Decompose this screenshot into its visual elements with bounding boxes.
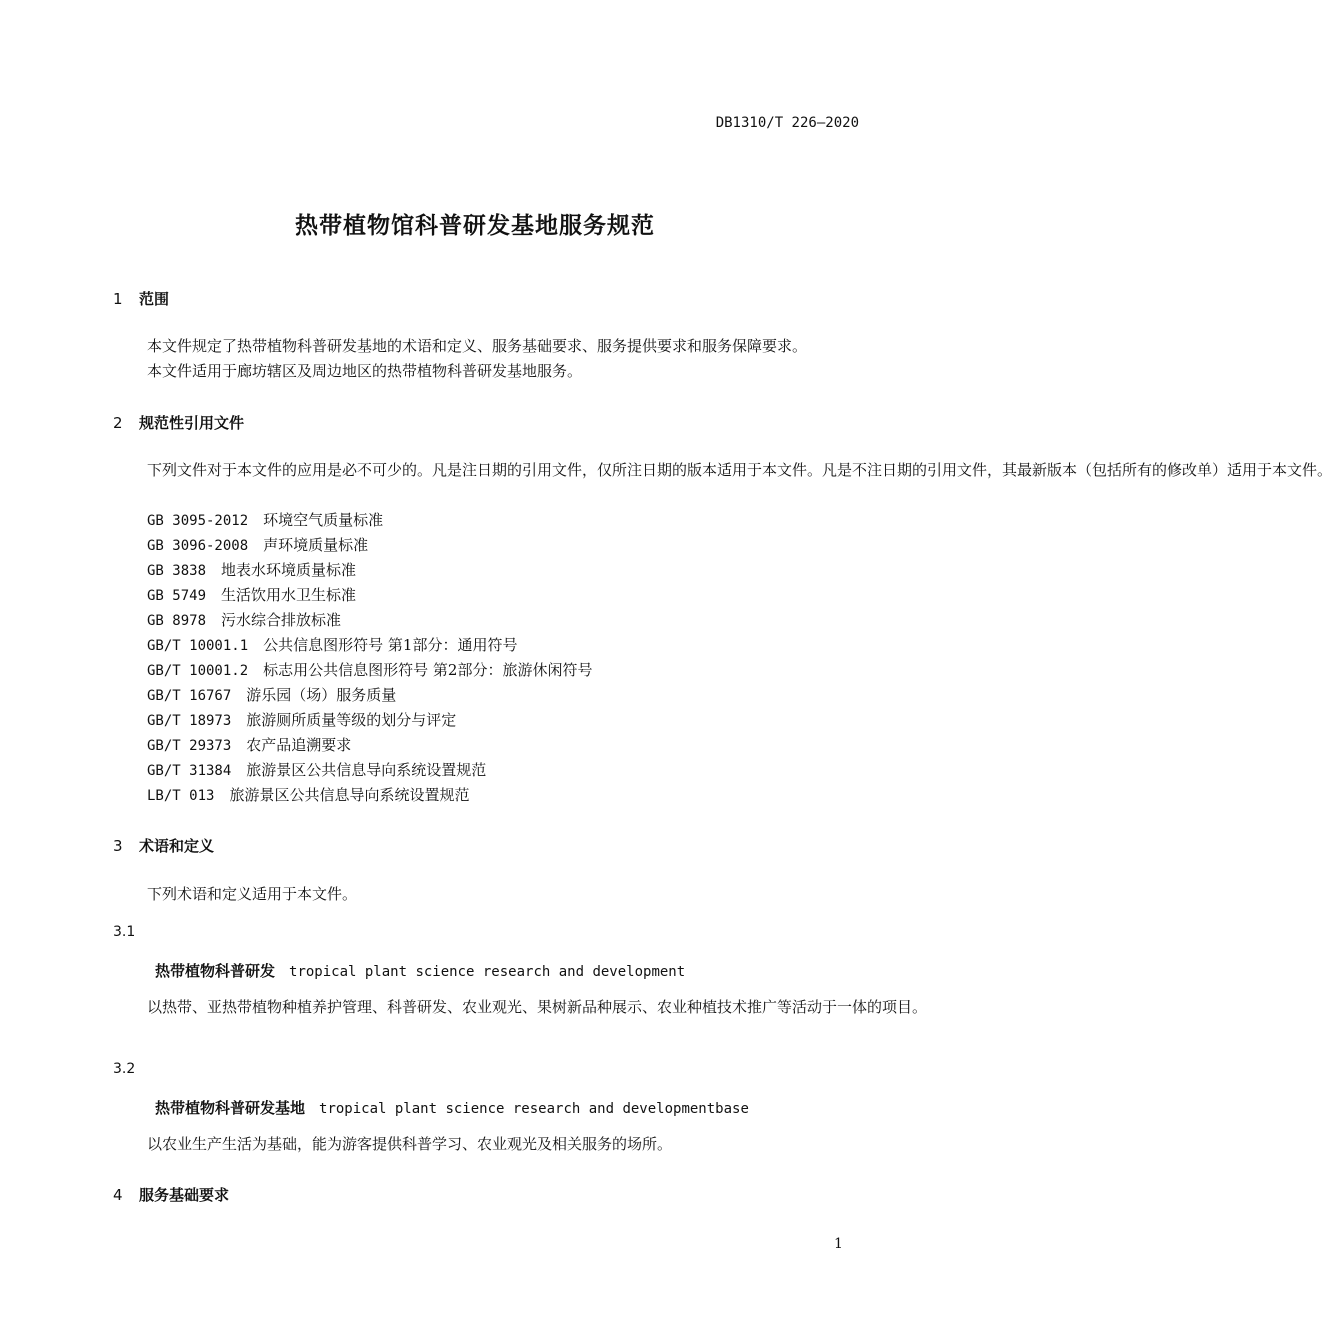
term-chinese: 热带植物科普研发 xyxy=(155,962,276,980)
reference-name: 标志用公共信息图形符号 第2部分：旅游休闲符号 xyxy=(263,661,593,679)
section-heading-terms xyxy=(113,835,214,856)
term-chinese: 热带植物科普研发基地 xyxy=(155,1099,306,1117)
term-entry xyxy=(155,1097,749,1118)
reference-name: 公共信息图形符号 第1部分：通用符号 xyxy=(263,636,518,654)
reference-code: GB 5749 xyxy=(147,588,207,604)
reference-code: GB/T 16767 xyxy=(147,688,232,704)
reference-item xyxy=(147,534,368,555)
reference-name: 旅游厕所质量等级的划分与评定 xyxy=(246,711,457,729)
term-definition xyxy=(113,1132,859,1157)
section-title: 范围 xyxy=(139,290,170,308)
section-number: 3 xyxy=(113,837,123,855)
reference-name: 地表水环境质量标准 xyxy=(221,561,357,579)
reference-code: LB/T 013 xyxy=(147,788,215,804)
reference-item xyxy=(147,734,351,755)
paragraph: 本文件规定了热带植物科普研发基地的术语和定义、服务基础要求、服务提供要求和服务保障要求。 xyxy=(147,337,808,355)
paragraph: 本文件适用于廊坊辖区及周边地区的热带植物科普研发基地服务。 xyxy=(147,362,583,380)
section-heading-service-basics xyxy=(113,1184,229,1205)
reference-code: GB 3096-2008 xyxy=(147,538,249,554)
term-number: 3.2 xyxy=(113,1061,136,1077)
term-definition xyxy=(113,995,928,1020)
document-title: 热带植物馆科普研发基地服务规范 xyxy=(295,213,655,239)
section-title: 术语和定义 xyxy=(139,837,215,855)
paragraph: 以农业生产生活为基础，能为游客提供科普学习、农业观光及相关服务的场所。 xyxy=(147,1135,673,1153)
reference-item xyxy=(147,684,396,705)
reference-item xyxy=(147,659,592,680)
reference-item xyxy=(147,709,456,730)
reference-name: 声环境质量标准 xyxy=(263,536,369,554)
term-entry xyxy=(155,960,685,981)
reference-code: GB 3838 xyxy=(147,563,207,579)
reference-code: GB 8978 xyxy=(147,613,207,629)
reference-item xyxy=(147,634,517,655)
section-heading-normative-references xyxy=(113,412,244,433)
page-number: 1 xyxy=(834,1236,843,1252)
reference-name: 生活饮用水卫生标准 xyxy=(221,586,357,604)
term-number: 3.1 xyxy=(113,924,136,940)
reference-item xyxy=(147,584,356,605)
reference-code: GB/T 29373 xyxy=(147,738,232,754)
reference-name: 污水综合排放标准 xyxy=(221,611,342,629)
section-number: 1 xyxy=(113,290,123,308)
reference-name: 农产品追溯要求 xyxy=(246,736,352,754)
section-title: 服务基础要求 xyxy=(139,1186,230,1204)
reference-item xyxy=(147,559,356,580)
paragraph: 下列文件对于本文件的应用是必不可少的。凡是注日期的引用文件，仅所注日期的版本适用于本文件。凡是不注日期的引用文件，其最新版本（包括所有的修改单）适用于本文件。 xyxy=(147,461,1332,479)
reference-item xyxy=(147,759,486,780)
section-number: 2 xyxy=(113,414,123,432)
section-heading-scope xyxy=(113,288,169,309)
reference-name: 游乐园（场）服务质量 xyxy=(246,686,397,704)
reference-name: 环境空气质量标准 xyxy=(263,511,384,529)
reference-code: GB/T 18973 xyxy=(147,713,232,729)
section-number: 4 xyxy=(113,1186,123,1204)
section-title: 规范性引用文件 xyxy=(139,414,245,432)
term-english: tropical plant science research and development xyxy=(289,964,686,980)
reference-name: 旅游景区公共信息导向系统设置规范 xyxy=(246,761,487,779)
references-intro xyxy=(113,458,1332,483)
paragraph: 下列术语和定义适用于本文件。 xyxy=(147,885,358,903)
reference-code: GB 3095-2012 xyxy=(147,513,249,529)
paragraph: 以热带、亚热带植物种植养护管理、科普研发、农业观光、果树新品种展示、农业种植技术推广等活动于一体的项目。 xyxy=(147,998,928,1016)
term-english: tropical plant science research and developmentbase xyxy=(319,1101,749,1117)
scope-paragraphs xyxy=(113,334,859,384)
standard-number: DB1310/T 226—2020 xyxy=(715,115,859,131)
terms-intro xyxy=(113,882,859,907)
reference-name: 旅游景区公共信息导向系统设置规范 xyxy=(229,786,470,804)
reference-code: GB/T 10001.2 xyxy=(147,663,249,679)
reference-code: GB/T 31384 xyxy=(147,763,232,779)
reference-item xyxy=(147,609,341,630)
reference-item xyxy=(147,784,469,805)
reference-code: GB/T 10001.1 xyxy=(147,638,249,654)
reference-item xyxy=(147,509,383,530)
